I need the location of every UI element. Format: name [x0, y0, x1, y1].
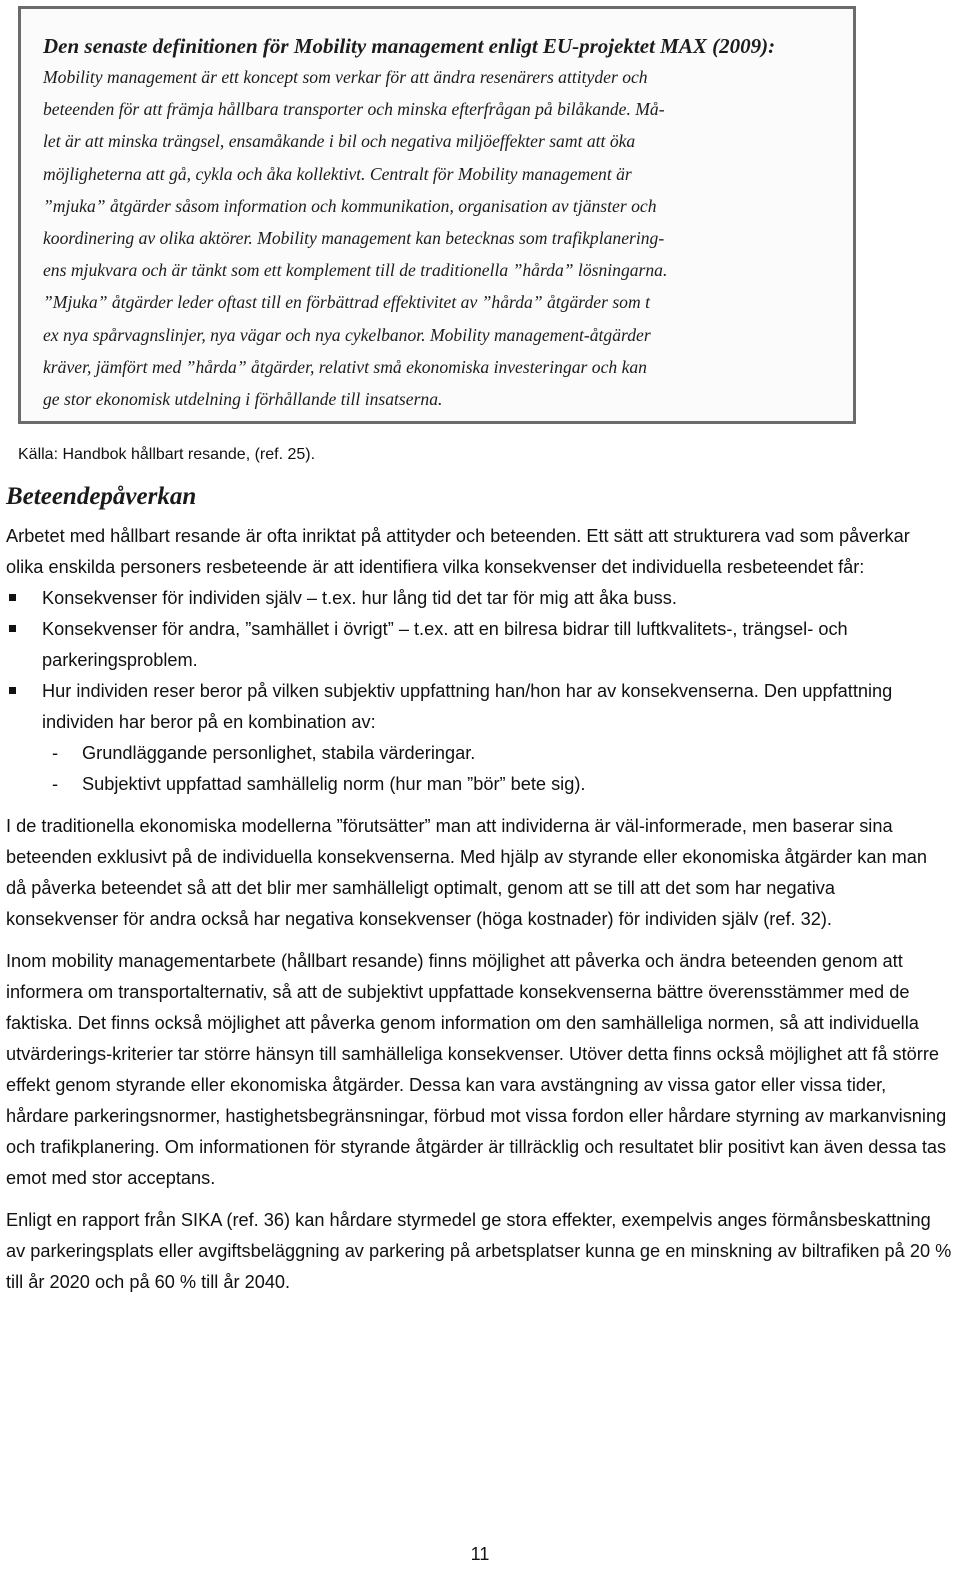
- consequence-list: [6, 583, 952, 800]
- scan-line: koordinering av olika aktörer. Mobility management kan betecknas som trafikplanering-: [43, 228, 665, 249]
- list-item-text: Hur individen reser beror på vilken subjektiv uppfattning han/hon har av konsekvenserna. Den uppfattning individen har beror på en kombination av:: [42, 681, 893, 732]
- sub-list: [42, 738, 952, 800]
- square-bullet-icon: [9, 594, 16, 601]
- paragraph-mobility-management: Inom mobility managementarbete (hållbart resande) finns möjlighet att påverka och ändra beteenden genom att informera om transportalternativ, så att de subjektivt uppfattade konsekvenserna bättre överensstämmer med de faktiska. Det finns också möjlighet att påverka genom information om den samhälleliga normen, så att individuella utvärderings-kriterier tar större hänsyn till samhälleliga konsekvenser. Utöver detta finns också möjlighet att få större effekt genom styrande eller ekonomiska åtgärder. Dessa kan vara avstängning av vissa gator eller vissa tider, hårdare parkeringsnormer, hastighetsbegränsningar, förbud mot vissa fordon eller hårdare styrning av markanvisning och trafikplanering. Om informationen för styrande åtgärder är tillräcklig och resultatet blir positivt kan även dessa tas emot med stor acceptans.: [6, 951, 947, 1188]
- paragraph-sika-report: Enligt en rapport från SIKA (ref. 36) kan hårdare styrmedel ge stora effekter, exempelvis anges förmånsbeskattning av parkeringsplats eller avgiftsbeläggning av parkering på arbetsplatser kunna ge en minskning av biltrafiken på 20 % till år 2020 och på 60 % till år 2040.: [6, 1210, 952, 1292]
- scan-line: ge stor ekonomisk utdelning i förhållande till insatserna.: [43, 389, 443, 410]
- intro-paragraph: Arbetet med hållbart resande är ofta inriktat på attityder och beteenden. Ett sätt att strukturera vad som påverkar olika enskilda personers resbeteende är att identifiera vilka konsekvenser det individuella resbeteendet får:: [6, 526, 910, 577]
- scan-title: Den senaste definitionen för Mobility management enligt EU-projektet MAX (2009):: [43, 34, 776, 58]
- paragraph-economic-models: I de traditionella ekonomiska modellerna ”förutsätter” man att individerna är väl-informerade, men baserar sina beteenden exklusivt på de individuella konsekvenserna. Med hjälp av styrande eller ekonomiska åtgärder kan man då påverka beteendet så att det blir mer samhälleligt optimalt, genom att se till att det som har negativa konsekvenser för andra också har negativa konsekvenser (höga kostnader) för individen själv (ref. 32).: [6, 816, 928, 929]
- dash-marker: -: [52, 774, 59, 794]
- page-number: 11: [470, 1544, 490, 1564]
- list-item: [6, 676, 952, 800]
- scan-line: beteenden för att främja hållbara transporter och minska efterfrågan på bilåkande. Må-: [43, 99, 665, 120]
- scan-line: ens mjukvara och är tänkt som ett komplement till de traditionella ”hårda” lösningarna.: [43, 260, 668, 281]
- scan-line: let är att minska trängsel, ensamåkande i bil och negativa miljöeffekter samt att öka: [43, 131, 636, 152]
- square-bullet-icon: [9, 625, 16, 632]
- scanned-definition-image: [18, 6, 856, 424]
- list-item-text: Konsekvenser för individen själv – t.ex. hur lång tid det tar för mig att åka buss.: [42, 588, 677, 608]
- scan-line: möjligheterna att gå, cykla och åka kollektivt. Centralt för Mobility management är: [43, 163, 632, 184]
- scan-line: ex nya spårvagnslinjer, nya vägar och nya cykelbanor. Mobility management-åtgärder: [43, 324, 651, 345]
- list-item: [6, 614, 952, 676]
- body-text: [6, 521, 952, 1298]
- sub-list-item: [6, 738, 952, 769]
- dash-marker: -: [52, 743, 59, 763]
- section-heading: Beteendepåverkan: [6, 483, 197, 510]
- sub-list-item: [6, 769, 952, 800]
- scan-line: Mobility management är ett koncept som verkar för att ändra resenärers attityder och: [43, 67, 648, 87]
- square-bullet-icon: [9, 687, 16, 694]
- list-item-text: Konsekvenser för andra, ”samhället i övrigt” – t.ex. att en bilresa bidrar till luftkvalitets-, trängsel- och parkeringsproblem.: [42, 619, 848, 670]
- sub-list-item-text: Grundläggande personlighet, stabila värderingar.: [82, 743, 476, 763]
- list-item: [6, 583, 952, 614]
- scan-line: kräver, jämfört med ”hårda” åtgärder, relativt små ekonomiska investeringar och kan: [43, 356, 647, 377]
- sub-list-item-text: Subjektivt uppfattad samhällelig norm (hur man ”bör” bete sig).: [82, 774, 586, 794]
- source-caption: Källa: Handbok hållbart resande, (ref. 25).: [18, 446, 316, 463]
- scan-line: ”Mjuka” åtgärder leder oftast till en förbättrad effektivitet av ”hårda” åtgärder som t: [43, 292, 650, 313]
- scan-line: ”mjuka” åtgärder såsom information och kommunikation, organisation av tjänster och: [43, 195, 657, 216]
